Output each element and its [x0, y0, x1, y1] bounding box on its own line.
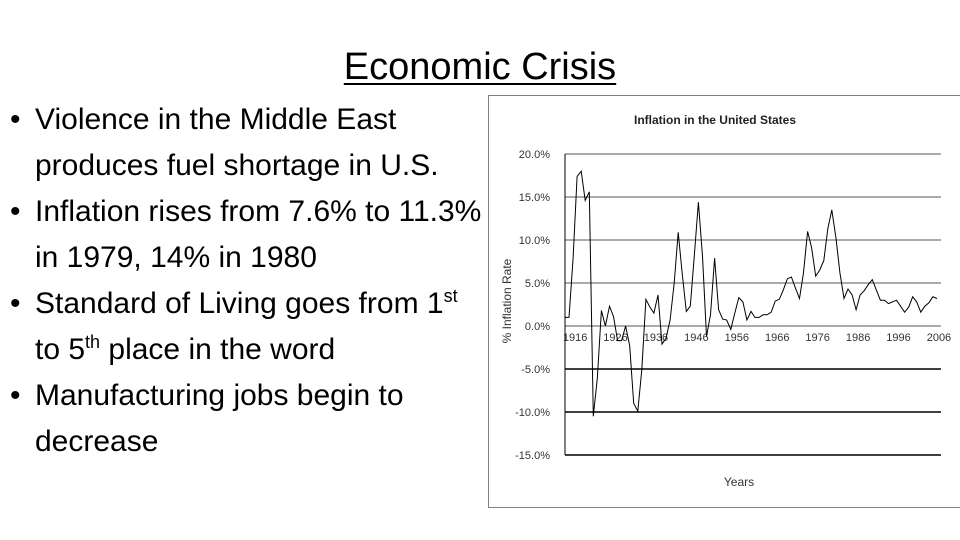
y-tick-label: 15.0%	[518, 192, 550, 204]
x-tick-label: 2006	[926, 332, 952, 344]
bullet-list	[10, 97, 488, 465]
bullet-item	[10, 281, 488, 373]
bullet-item	[10, 97, 488, 189]
y-axis-title: % Inflation Rate	[500, 258, 514, 344]
bullet-item	[10, 373, 488, 465]
bullet-text-part: to 5	[35, 333, 86, 366]
x-tick-label: 1996	[886, 332, 911, 344]
chart-title: Inflation in the United States	[633, 113, 797, 127]
bullet-item	[10, 189, 488, 281]
x-tick-label: 1966	[764, 332, 790, 344]
y-tick-label: 5.0%	[524, 278, 550, 290]
y-tick-label: -10.0%	[515, 407, 550, 419]
x-tick-label: 1916	[562, 332, 588, 344]
x-tick-label: 1976	[805, 332, 830, 344]
x-tick-label: 1986	[845, 332, 871, 344]
y-tick-label: 0.0%	[524, 321, 550, 333]
grid-lines	[562, 154, 941, 455]
x-tick-label: 1936	[643, 332, 669, 344]
chart-canvas	[489, 96, 960, 507]
bullet-text: Violence in the Middle East produces fuel shortage in U.S.	[35, 103, 439, 182]
inflation-series-line	[562, 171, 937, 416]
ordinal-suffix: st	[443, 286, 458, 306]
slide-title	[0, 44, 960, 90]
ordinal-suffix: th	[85, 332, 101, 352]
y-tick-label: -5.0%	[521, 364, 550, 376]
y-axis-ticks	[515, 149, 550, 462]
x-tick-label: 1956	[724, 332, 750, 344]
y-tick-label: 10.0%	[518, 235, 550, 247]
bullet-text-part: place in the word	[100, 333, 336, 366]
bullet-text-part: Standard of Living goes from 1	[35, 287, 444, 320]
bullet-text: Inflation rises from 7.6% to 11.3% in 1979, 14% in 1980	[35, 195, 482, 274]
y-tick-label: 20.0%	[518, 149, 550, 161]
y-tick-label: -15.0%	[515, 450, 550, 462]
slide-title-text: Economic Crisis	[343, 46, 617, 88]
x-tick-label: 1926	[603, 332, 628, 344]
x-axis-ticks	[563, 332, 951, 344]
x-tick-label: 1946	[684, 332, 709, 344]
bullet-text: Manufacturing jobs begin to decrease	[35, 379, 404, 458]
x-axis-title: Years	[723, 475, 755, 489]
inflation-chart	[488, 95, 960, 508]
